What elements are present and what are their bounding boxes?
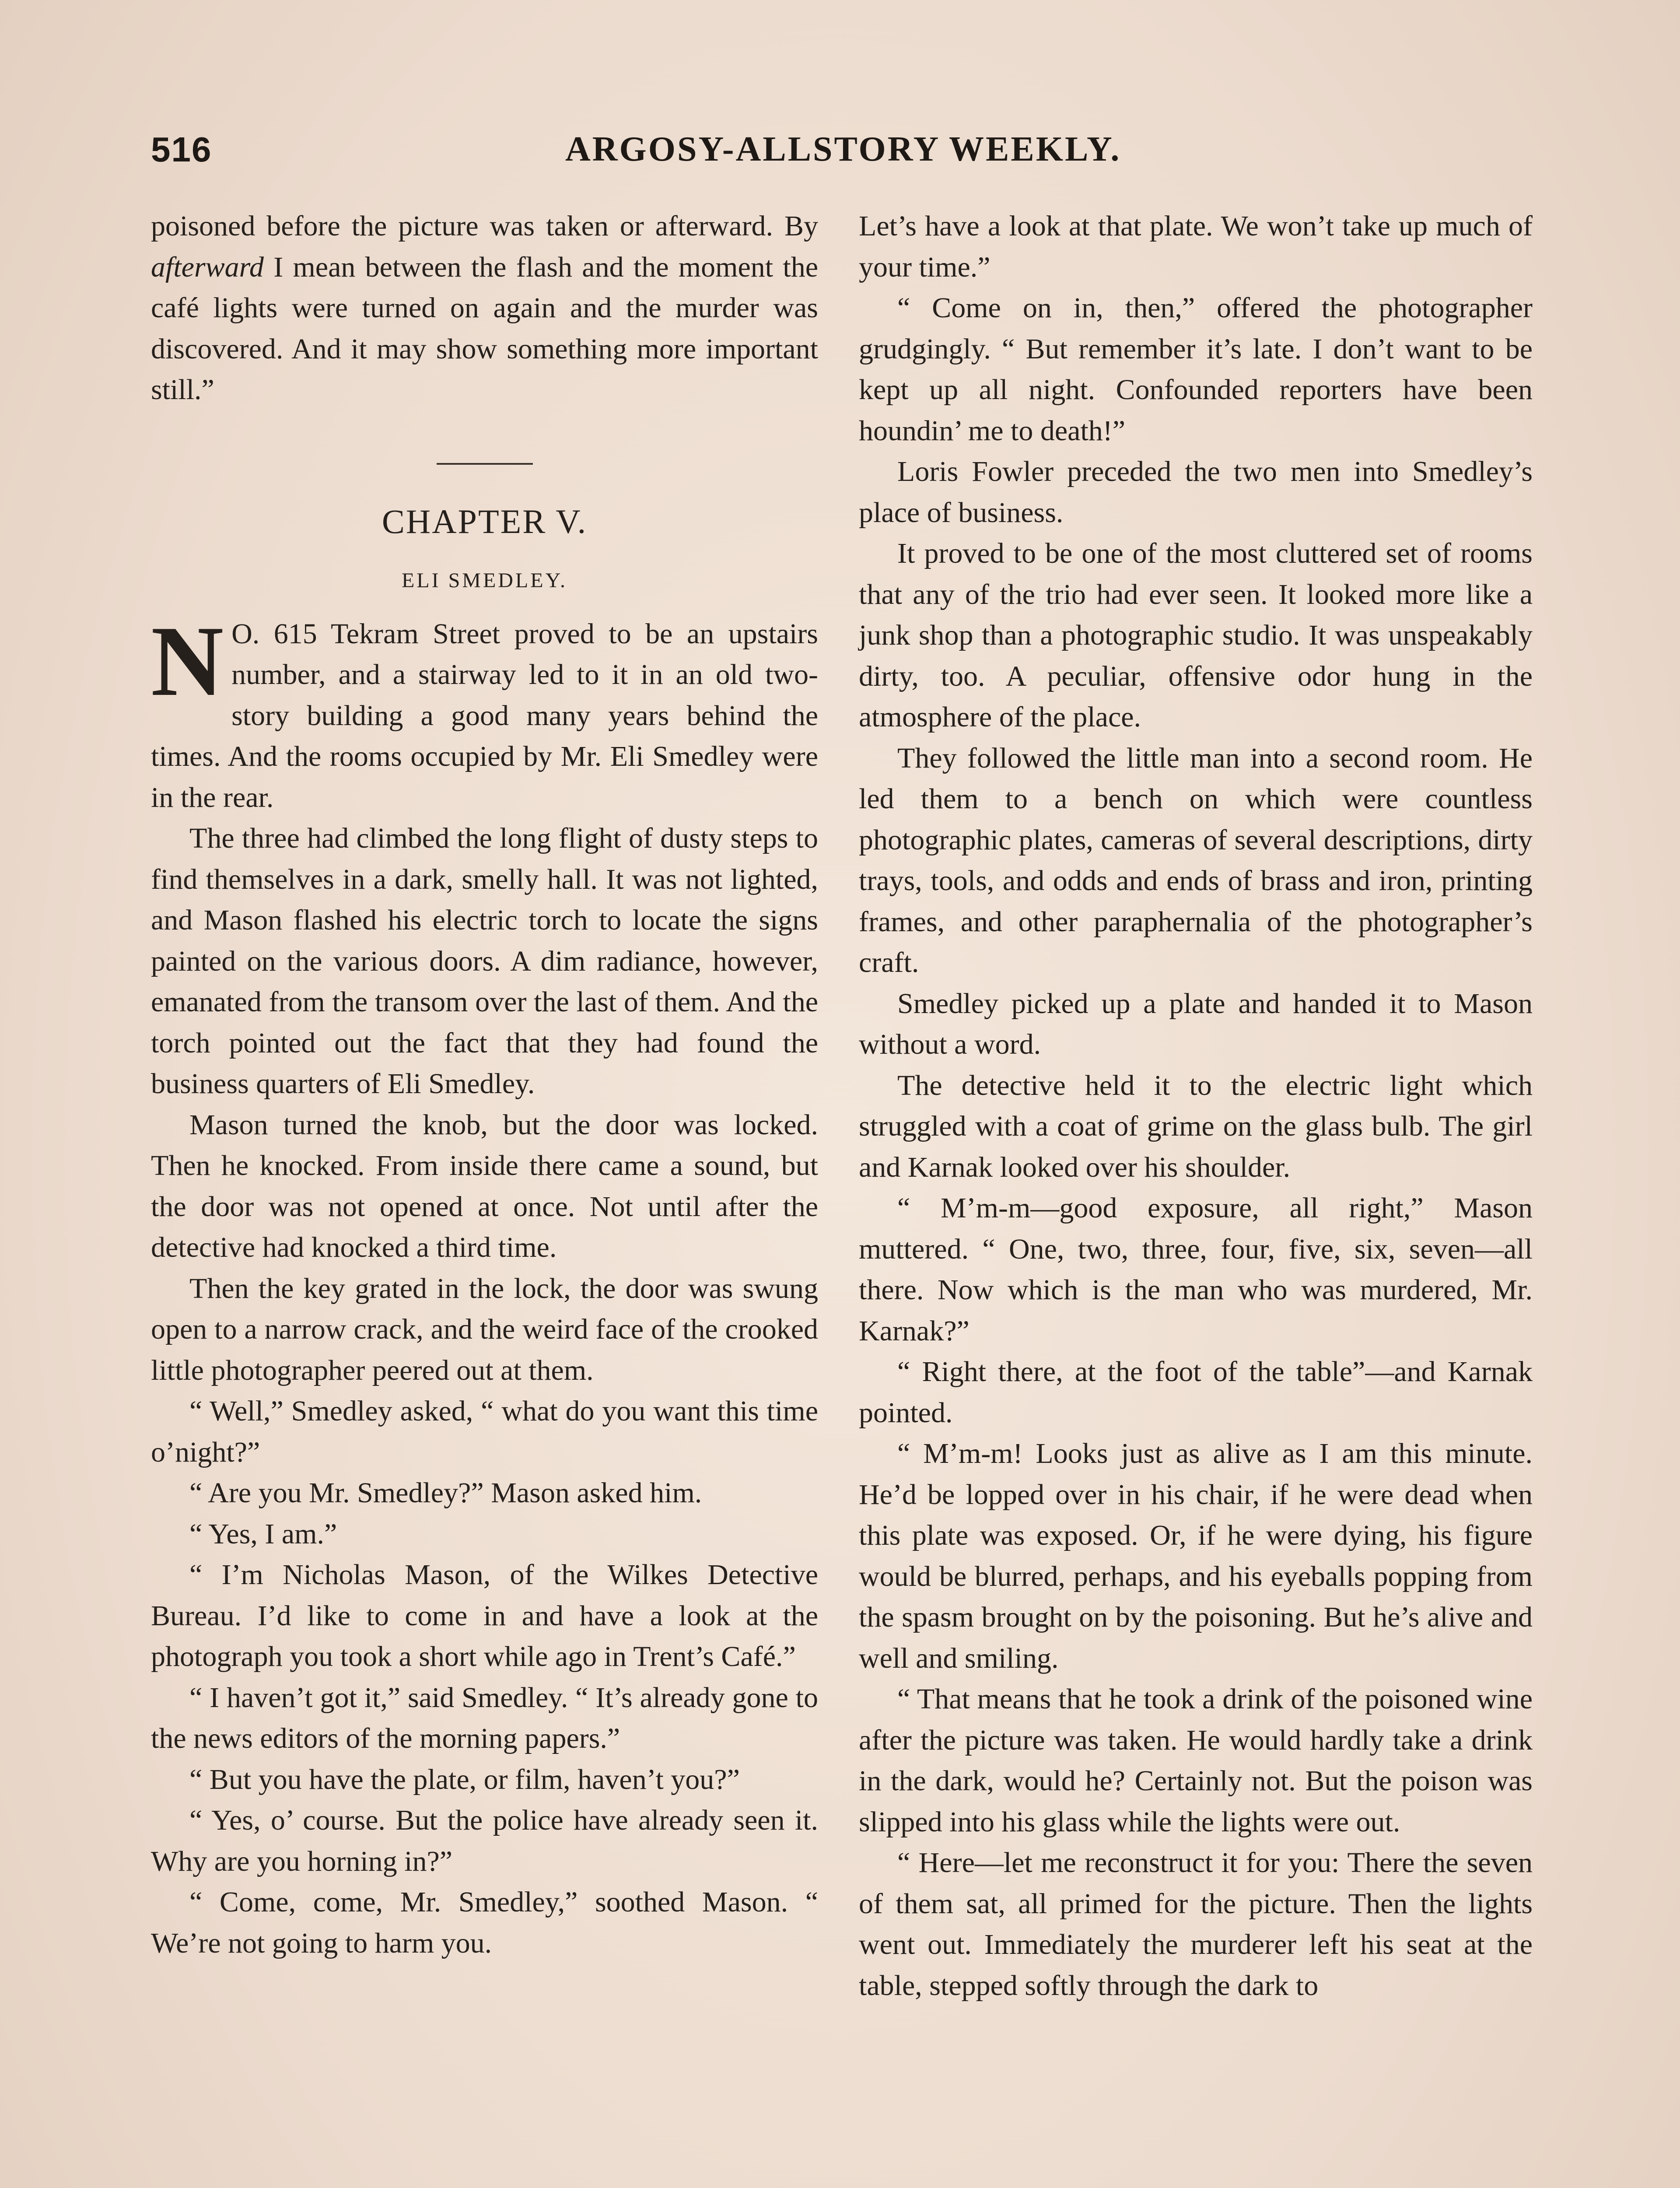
paragraph: N O. 615 Tekram Street proved to be an upstairs number, and a stairway led to it in an old two-story building a good many years behind the times. And the rooms occupied by Mr. Eli Smedley were in the rear. xyxy=(151,605,818,813)
page-header xyxy=(151,130,1536,178)
emphasis: afterward xyxy=(151,251,264,283)
paragraph: “ Well,” Smedley asked, “ what do you want this time o’night?” xyxy=(151,1395,818,1468)
paragraph: Smedley picked up a plate and handed it to Mason without a word. xyxy=(859,987,1533,1060)
section-divider xyxy=(437,463,533,465)
chapter-title: CHAPTER V. xyxy=(382,502,588,540)
paragraph: Mason turned the knob, but the door was locked. Then he knocked. From inside there came a sound, but the door was not opened at once. Not until after the detective had knocked a third time. xyxy=(151,1108,818,1263)
paragraph: “ Come on in, then,” offered the photographer grudgingly. “ But remember it’s late. I don’t want to be kept up all night. Confounded reporters have been houndin’ me to death!” xyxy=(859,292,1533,447)
paragraph: “ Are you Mr. Smedley?” Mason asked him. xyxy=(189,1477,702,1509)
paragraph: “ That means that he took a drink of the poisoned wine after the picture was taken. He would hardly take a drink in the dark, would he? Certainly not. But the poison was slipped into his glass while the lights were out. xyxy=(859,1683,1533,1838)
paragraph: The three had climbed the long flight of dusty steps to find themselves in a dark, smelly hall. It was not lighted, and Mason flashed his electric torch to locate the signs painted on the various doors. A dim radiance, however, emanated from the transom over the last of them. And the torch pointed out the fact that they had found the business quarters of Eli Smedley. xyxy=(151,822,818,1100)
paragraph: “ I’m Nicholas Mason, of the Wilkes Detective Bureau. I’d like to come in and have a look at the photograph you took a short while ago in Trent’s Café.” xyxy=(151,1559,818,1673)
paragraph: “ I haven’t got it,” said Smedley. “ It’s already gone to the news editors of the morning papers.” xyxy=(151,1681,818,1754)
paragraph: Let’s have a look at that plate. We won’t take up much of your time.” xyxy=(859,210,1533,283)
chapter-subtitle: ELI SMEDLEY. xyxy=(401,568,568,592)
paragraph: “ Yes, o’ course. But the police have already seen it. Why are you horning in?” xyxy=(151,1804,818,1877)
page-number: 516 xyxy=(151,130,212,169)
running-head: ARGOSY-ALLSTORY WEEKLY. xyxy=(565,130,1121,168)
left-column xyxy=(151,206,818,1964)
paragraph: “ Yes, I am.” xyxy=(189,1518,337,1550)
paragraph: “ M’m-m—good exposure, all right,” Mason muttered. “ One, two, three, four, five, six, seven—all there. Now which is the man who was murdered, Mr. Karnak?” xyxy=(859,1192,1533,1347)
paragraph: It proved to be one of the most cluttered set of rooms that any of the trio had ever seen. It looked more like a junk shop than a photographic studio. It was unspeakably dirty, too. A peculiar, offensive odor hung in the atmosphere of the place. xyxy=(859,537,1533,733)
paragraph: “ M’m-m! Looks just as alive as I am this minute. He’d be lopped over in his chair, if he were dead when this plate was exposed. Or, if he were dying, his figure would be blurred, perhaps, and his eyeballs popping from the spasm brought on by the poisoning. But he’s alive and well and smiling. xyxy=(859,1438,1533,1674)
paragraph: “ Here—let me reconstruct it for you: There the seven of them sat, all primed for the picture. Then the lights went out. Immediately the murderer left his seat at the table, stepped softly through the dark to xyxy=(859,1847,1533,2002)
drop-cap: N xyxy=(151,605,224,717)
right-column xyxy=(859,206,1533,2006)
paragraph: “ Right there, at the foot of the table”—and Karnak pointed. xyxy=(859,1356,1533,1429)
paragraph: “ But you have the plate, or film, haven’t you?” xyxy=(189,1763,740,1795)
paragraph: Then the key grated in the lock, the door was swung open to a narrow crack, and the weird face of the crooked little photographer peered out at them. xyxy=(151,1272,818,1386)
paragraph: They followed the little man into a second room. He led them to a bench on which were countless photographic plates, cameras of several descriptions, dirty trays, tools, and odds and ends of brass and iron, printing frames, and other paraphernalia of the photographer’s craft. xyxy=(859,742,1533,978)
paragraph: Loris Fowler preceded the two men into Smedley’s place of business. xyxy=(859,456,1533,529)
paragraph: The detective held it to the electric light which struggled with a coat of grime on the glass bulb. The girl and Karnak looked over his shoulder. xyxy=(859,1069,1533,1183)
paragraph: “ Come, come, Mr. Smedley,” soothed Mason. “ We’re not going to harm you. xyxy=(151,1886,818,1959)
paragraph: poisoned before the picture was taken or afterward. By afterward I mean between the flash and the moment the café lights were turned on again and the murder was discovered. And it may show something more important still.” xyxy=(151,210,818,406)
